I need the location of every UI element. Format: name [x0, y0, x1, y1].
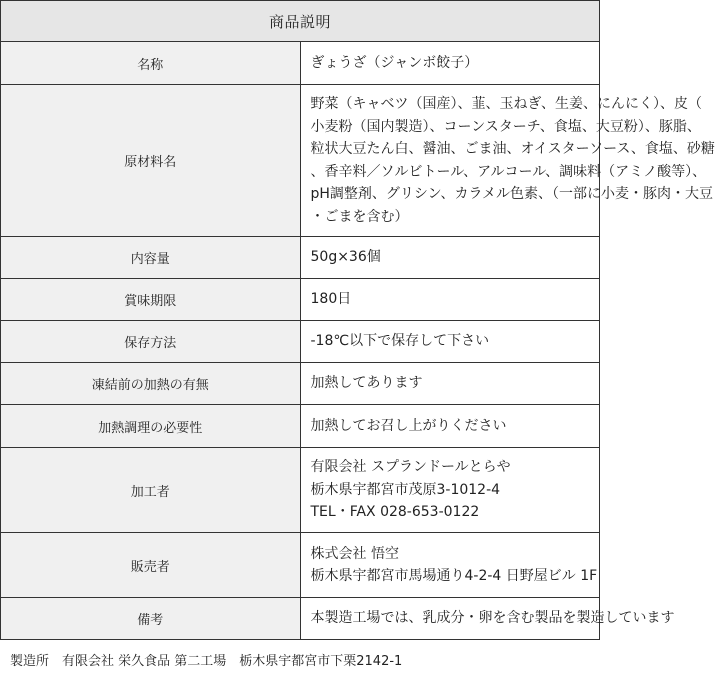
- value-line: 、香辛料／ソルビトール、アルコール、調味料（アミノ酸等）、: [310, 163, 707, 180]
- value-line: -18℃以下で保存して下さい: [310, 333, 490, 350]
- row-value: [300, 237, 600, 279]
- row-value: [300, 405, 600, 448]
- value-line: pH調整剤、グリシン、カラメル色素、（一部に小麦・豚肉・大豆: [310, 186, 714, 202]
- row-label: 名称: [1, 42, 301, 85]
- value-line: 50g×36個: [310, 249, 381, 266]
- row-value: [300, 85, 715, 237]
- row-seller: [1, 533, 600, 598]
- row-label: 賞味期限: [1, 279, 301, 321]
- row-ingredients: [1, 85, 600, 237]
- value-line: TEL・FAX 028-653-0122: [310, 504, 480, 521]
- value-line: 加熱してあります: [310, 375, 423, 392]
- value-line: 粒状大豆たん白、醤油、ごま油、オイスターソース、食塩、砂糖: [310, 141, 715, 157]
- row-value: [300, 42, 600, 85]
- row-name: [1, 42, 600, 85]
- row-value: [300, 363, 600, 405]
- value-line: 180日: [310, 291, 352, 308]
- value-line: 小麦粉（国内製造）、コーンスターチ、食塩、大豆粉）、豚脂、: [310, 118, 701, 135]
- row-best-before: [1, 279, 600, 321]
- manufacturer-footer: 製造所 有限会社 栄久食品 第二工場 栃木県宇都宮市下栗2142-1: [10, 654, 403, 669]
- row-label: 加工者: [1, 448, 301, 533]
- value-line: ・ごまを含む）: [310, 208, 409, 225]
- value-line: ぎょうざ（ジャンボ餃子）: [310, 54, 479, 71]
- value-line: 栃木県宇都宮市馬場通り4-2-4 日野屋ビル 1F: [310, 568, 598, 584]
- row-value: [300, 598, 675, 640]
- value-line: 本製造工場では、乳成分・卵を含む製品を製造しています: [310, 610, 675, 627]
- row-value: [300, 533, 600, 598]
- row-label: 備考: [1, 598, 301, 640]
- row-label: 凍結前の加熱の有無: [1, 363, 301, 405]
- row-label: 原材料名: [1, 85, 301, 237]
- value-line: 加熱してお召し上がりください: [310, 417, 507, 434]
- row-label: 販売者: [1, 533, 301, 598]
- row-remarks: [1, 598, 600, 640]
- title-row: [1, 1, 600, 42]
- value-line: 有限会社 スプランドールとらや: [310, 459, 511, 476]
- row-label: 加熱調理の必要性: [1, 405, 301, 448]
- value-line: 栃木県宇都宮市茂原3-1012-4: [310, 481, 501, 498]
- row-storage: [1, 321, 600, 363]
- row-value: [300, 321, 600, 363]
- row-label: 内容量: [1, 237, 301, 279]
- row-value: [300, 448, 600, 533]
- table-title: 商品説明: [1, 1, 600, 42]
- row-processor: [1, 448, 600, 533]
- value-line: 野菜（キャベツ（国産）、韮、玉ねぎ、生姜、にんにく）、皮（: [310, 96, 702, 112]
- row-content-amount: [1, 237, 600, 279]
- row-label: 保存方法: [1, 321, 301, 363]
- row-cooking-required: [1, 405, 600, 448]
- row-value: [300, 279, 600, 321]
- value-line: 株式会社 悟空: [310, 545, 399, 562]
- row-preheated: [1, 363, 600, 405]
